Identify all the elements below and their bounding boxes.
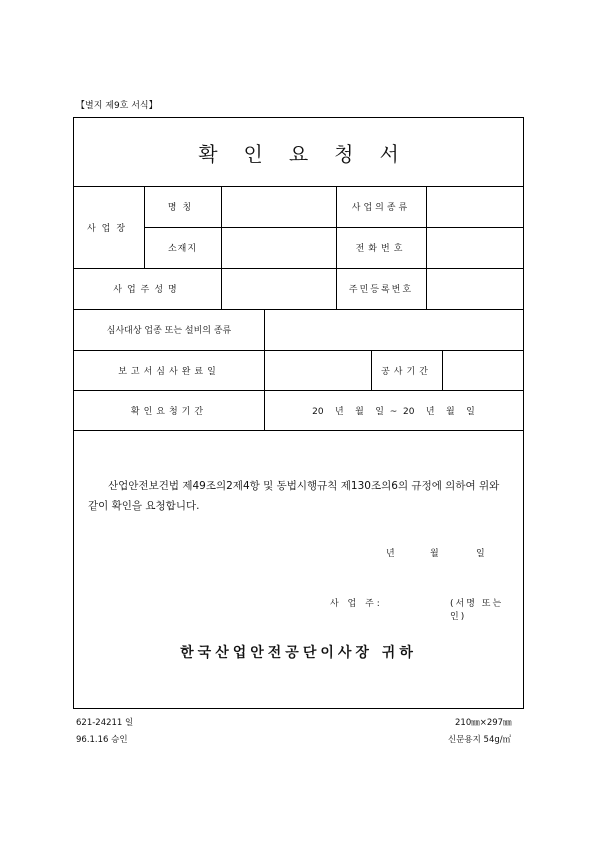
footer-paper-type: 신문용지 54g/㎡ [448,735,512,745]
date-day-label: 일 [476,549,485,559]
signature-note: (서명 또는 인) [450,599,504,622]
request-period-label: 확인요청기간 [130,406,208,417]
location-field[interactable] [221,227,336,268]
form-title: 확인요청서 [198,141,425,166]
business-type-field[interactable] [426,186,523,227]
review-target-label: 심사대상 업종 또는 설비의 종류 [106,326,232,336]
construction-period-label: 공사기간 [381,366,432,377]
resident-no-field[interactable] [426,268,523,309]
business-type-label: 사업의종류 [351,203,411,213]
report-date-field[interactable] [264,350,371,390]
phone-field[interactable] [426,227,523,268]
request-statement: 산업안전보건법 제49조의2제4항 및 동법시행규칙 제130조의6의 규정에 의하여 위와 같이 확인을 요청합니다. [88,480,500,512]
phone-label: 전화번호 [355,244,407,254]
resident-no-label: 주민등록번호 [348,285,414,295]
location-label: 소재지 [167,244,198,254]
applicant-label: 사 업 주: [330,599,383,609]
request-period-field[interactable]: 20 년 월 일 ~ 20 년 월 일 [312,406,475,417]
grid-line [74,430,523,431]
owner-name-field[interactable] [221,268,336,309]
recipient-line: 한국산업안전공단이사장 귀하 [180,645,417,661]
footer-approval-date: 96.1.16 승인 [76,735,128,745]
name-label: 명칭 [167,203,198,213]
owner-name-label: 사업주성명 [113,285,182,295]
workplace-label: 사업장 [86,223,132,234]
report-date-label: 보고서심사완료일 [118,366,220,377]
footer-paper-size: 210㎜×297㎜ [455,718,512,728]
request-form [73,117,524,709]
review-target-field[interactable] [264,309,523,350]
construction-period-field[interactable] [442,350,523,390]
name-field[interactable] [221,186,336,227]
date-year-label: 년 [386,549,395,559]
date-month-label: 월 [430,549,439,559]
form-number-tag: 【별지 제9호 서식】 [76,101,158,111]
footer-form-code: 621-24211 일 [76,718,134,728]
